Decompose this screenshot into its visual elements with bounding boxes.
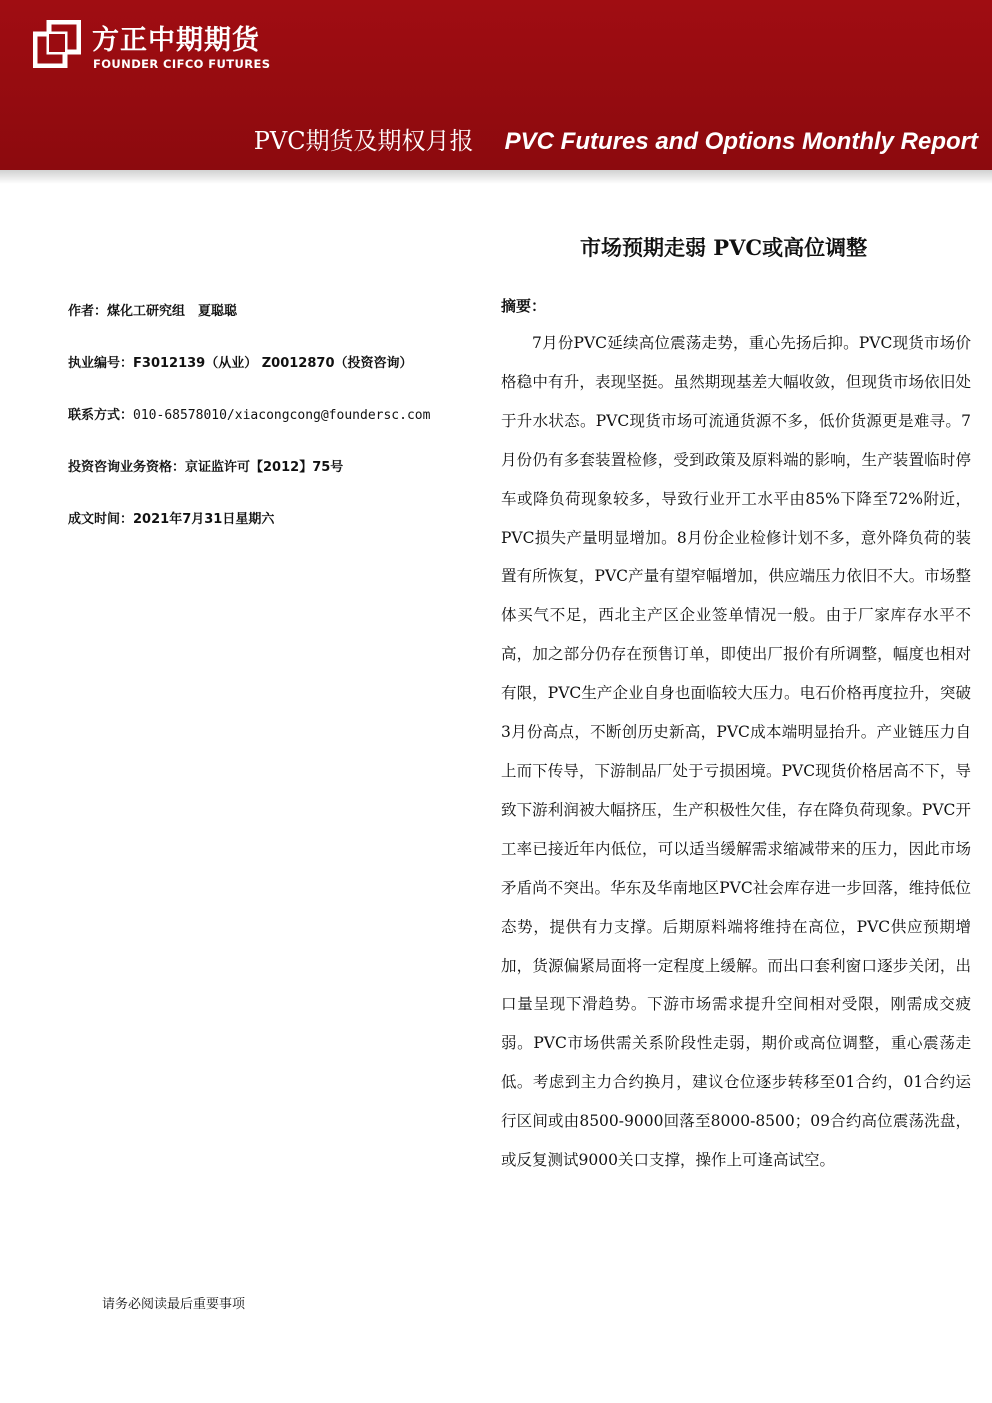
contact-label: 联系方式： (68, 408, 134, 423)
header-divider (0, 170, 992, 184)
license-value: F3012139（从业） Z0012870（投资咨询） (133, 356, 413, 371)
brand-name-en: FOUNDER CIFCO FUTURES (93, 57, 271, 71)
contact-value: 010-68578010/xiacongcong@foundersc.com (133, 408, 431, 423)
qualification-label: 投资咨询业务资格： (68, 460, 186, 475)
report-title-en: PVC Futures and Options Monthly Report (504, 128, 978, 155)
license-label: 执业编号： (68, 356, 134, 371)
date-value: 2021年7月31日星期六 (133, 512, 275, 527)
abstract-body: 7月份PVC延续高位震荡走势，重心先扬后抑。PVC现货市场价格稳中有升，表现坚挺。虽然期现基差大幅收敛，但现货市场依旧处于升水状态。PVC现货市场可流通货源不多，低价货源更是难寻。7月份仍有多套装置检修，受到政策及原料端的影响，生产装置临时停车或降负荷现象较多，导致行业开工水平由85%下降至72%附近，PVC损失产量明显增加。8月份企业检修计划不多，意外降负荷的装置有所恢复，PVC产量有望窄幅增加，供应端压力依旧不大。市场整体买气不足，西北主产区企业签单情况一般。由于厂家库存水平不高，加之部分仍存在预售订单，即使出厂报价有所调整，幅度也相对有限，PVC生产企业自身也面临较大压力。电石价格再度拉升，突破3月份高点，不断创历史新高，PVC成本端明显抬升。产业链压力自上而下传导，下游制品厂处于亏损困境。PVC现货价格居高不下，导致下游利润被大幅挤压，生产积极性欠佳，存在降负荷现象。PVC开工率已接近年内低位，可以适当缓解需求缩减带来的压力，因此市场矛盾尚不突出。华东及华南地区PVC社会库存进一步回落，维持低位态势，提供有力支撑。后期原料端将维持在高位，PVC供应预期增加，货源偏紧局面将一定程度上缓解。而出口套利窗口逐步关闭，出口量呈现下滑趋势。下游市场需求提升空间相对受限，刚需成交疲弱。PVC市场供需关系阶段性走弱，期价或高位调整，重心震荡走低。考虑到主力合约换月，建议仓位逐步转移至01合约，01合约运行区间或由8500-9000回落至8000-8500；09合约高位震荡洗盘，或反复测试9000关口支撑，操作上可逢高试空。 (501, 334, 971, 1170)
qualification-row (68, 456, 343, 475)
abstract-label: 摘要： (501, 297, 547, 315)
license-row (68, 352, 412, 371)
report-header (0, 0, 992, 170)
brand-name-cn: 方正中期期货 (92, 25, 260, 56)
disclaimer-note: 请务必阅读最后重要事项 (102, 1297, 246, 1312)
author-value: 煤化工研究组 夏聪聪 (107, 304, 238, 319)
report-title (254, 121, 978, 156)
page-title: 市场预期走弱 PVC或高位调整 (580, 235, 868, 260)
date-row (68, 508, 274, 527)
contact-row (68, 404, 430, 423)
qualification-value: 京证监许可【2012】75号 (185, 460, 344, 475)
author-row (68, 300, 237, 319)
author-label: 作者： (68, 304, 108, 319)
report-title-cn: PVC期货及期权月报 (253, 127, 474, 155)
date-label: 成文时间： (68, 512, 134, 527)
founder-square-logo-icon (33, 20, 81, 68)
